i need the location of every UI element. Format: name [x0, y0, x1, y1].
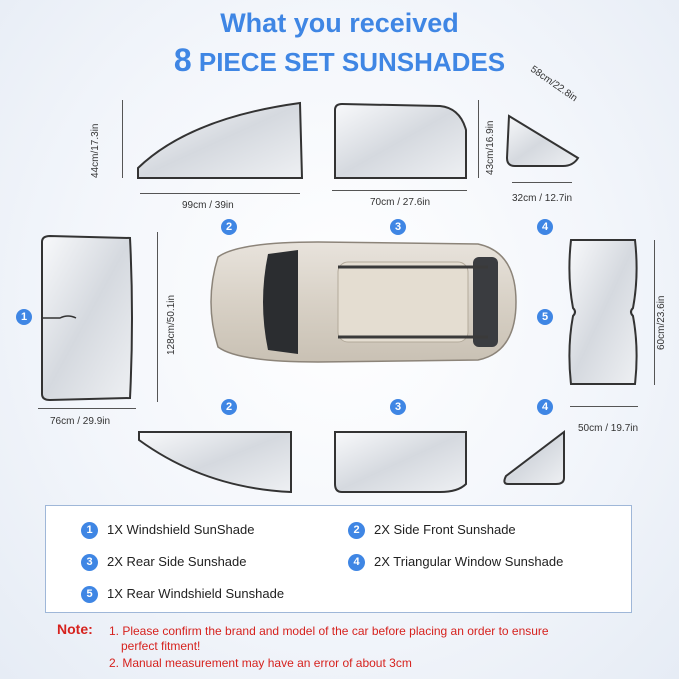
title-line-1: What you received [220, 8, 459, 38]
title-text: PIECE SET SUNSHADES [198, 47, 506, 77]
legend-badge-1: 1 [81, 522, 98, 539]
legend-text-3: 2X Rear Side Sunshade [107, 554, 247, 569]
legend-item-3 [81, 554, 246, 571]
legend-box [45, 505, 632, 613]
triangle-diagonal-label: 58cm/22.8in [528, 63, 580, 105]
note-line-1b: perfect fitment! [121, 639, 201, 653]
rear-windshield-shade [563, 236, 643, 388]
triangle-shade-top [503, 110, 583, 170]
legend-item-1 [81, 522, 254, 539]
title-line-2 [0, 42, 679, 79]
side-front-shade-bottom [135, 428, 295, 496]
badge-3-bottom: 3 [390, 399, 406, 415]
badge-2-bottom: 2 [221, 399, 237, 415]
windshield-width-label: 76cm / 29.9in [50, 416, 111, 427]
legend-badge-2: 2 [348, 522, 365, 539]
legend-item-4 [348, 554, 563, 571]
note-line-2: 2. Manual measurement may have an error of about 3cm [109, 656, 412, 670]
badge-5: 5 [537, 309, 553, 325]
title-number: 8 [173, 42, 192, 78]
rear-side-shade-top [330, 100, 470, 182]
legend-text-4: 2X Triangular Window Sunshade [374, 554, 564, 569]
badge-2-top: 2 [221, 219, 237, 235]
legend-badge-3: 3 [81, 554, 98, 571]
note-line-1a: 1. Please confirm the brand and model of the car before placing an order to ensure [109, 624, 549, 638]
triangle-shade-bottom [500, 428, 570, 488]
legend-badge-4: 4 [348, 554, 365, 571]
badge-4-top: 4 [537, 219, 553, 235]
triangle-width-label: 32cm / 12.7in [512, 193, 573, 204]
legend-item-2 [348, 522, 516, 539]
legend-item-5 [81, 586, 284, 603]
legend-text-5: 1X Rear Windshield Sunshade [107, 586, 285, 601]
car-top-view [198, 232, 520, 372]
rear-windshield-width-label: 50cm / 19.7in [578, 423, 639, 434]
side-front-width-label: 99cm / 39in [182, 200, 234, 211]
rear-windshield-height-label: 60cm/23.6in [656, 295, 667, 350]
legend-text-2: 2X Side Front Sunshade [374, 522, 516, 537]
legend-text-1: 1X Windshield SunShade [107, 522, 255, 537]
rear-side-width-label: 70cm / 27.6in [370, 197, 431, 208]
badge-1-left: 1 [16, 309, 32, 325]
legend-badge-5: 5 [81, 586, 98, 603]
badge-3-top: 3 [390, 219, 406, 235]
rear-side-shade-bottom [330, 428, 470, 496]
windshield-height-label: 128cm/50.1in [166, 294, 177, 355]
windshield-shade [38, 232, 138, 404]
rear-side-height-label: 43cm/16.9in [485, 120, 496, 175]
note-label: Note: [57, 621, 93, 637]
badge-4-bottom: 4 [537, 399, 553, 415]
side-front-shade-top [130, 98, 305, 183]
side-front-height-label: 44cm/17.3in [90, 123, 101, 178]
